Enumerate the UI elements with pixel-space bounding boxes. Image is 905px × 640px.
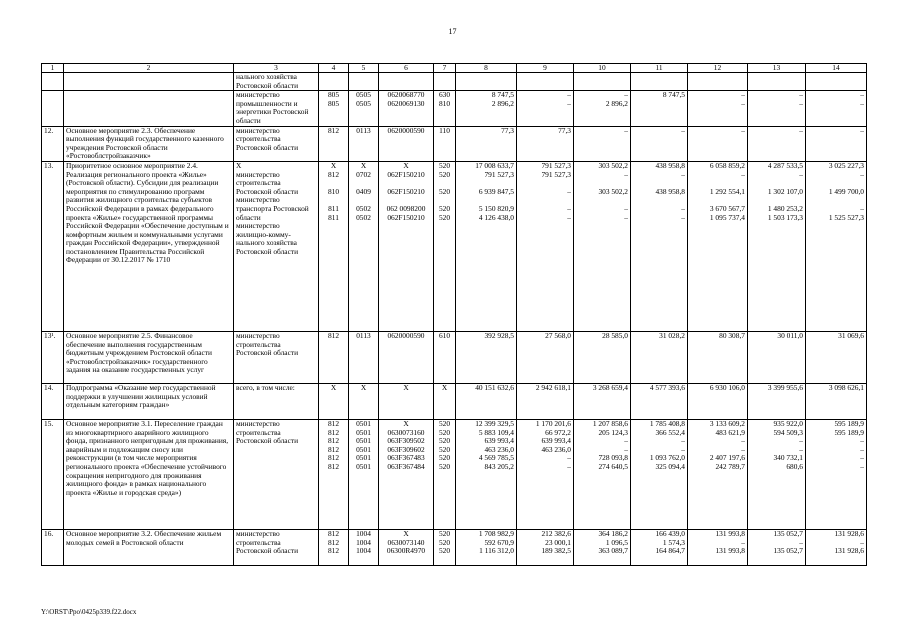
- table-row: [42, 73, 867, 91]
- table-cell: 77,3: [517, 126, 574, 161]
- table-cell: –: [631, 126, 688, 161]
- table-cell: Основное мероприятие 2.3. Обеспечение выполнения функций государственного казенного учреждения Ростовской области «Ростовоблстройзаказчик»: [64, 126, 234, 161]
- table-cell: 364 186,2 1 096,5 363 089,7: [574, 529, 631, 565]
- table-row: [42, 126, 867, 161]
- table-cell: 30 011,0: [748, 331, 806, 383]
- table-cell: 0113: [349, 126, 379, 161]
- table-cell: 4 287 533,5 – 1 302 107,0 1 480 253,2 1 503 173,3: [748, 161, 806, 331]
- table-cell: – –: [748, 91, 806, 126]
- table-cell: министерство строительства Ростовской области: [234, 529, 319, 565]
- table-cell: X: [349, 383, 379, 419]
- table-cell: 805 805: [319, 91, 349, 126]
- table-cell: 166 439,0 1 574,3 164 864,7: [631, 529, 688, 565]
- table-cell: нального хозяйства Ростовской области: [234, 73, 319, 91]
- table-cell: 3 133 609,2 483 621,9 – – 2 407 197,6 242 789,7: [688, 419, 748, 529]
- table-cell: 131 928,6 – 131 928,6: [806, 529, 867, 565]
- table-cell: 3 098 626,1: [806, 383, 867, 419]
- table-cell: 4 577 393,6: [631, 383, 688, 419]
- table-cell: [456, 73, 517, 91]
- table-cell: 0620068770 0620069130: [379, 91, 434, 126]
- table-cell: –: [806, 126, 867, 161]
- table-row: [42, 383, 867, 419]
- table-cell: 0620000590: [379, 126, 434, 161]
- table-cell: 6 930 106,0: [688, 383, 748, 419]
- table-cell: 1 708 982,9 592 670,9 1 116 312,0: [456, 529, 517, 565]
- table-cell: –: [748, 126, 806, 161]
- table-cell: 438 958,8 – 438 958,8 – –: [631, 161, 688, 331]
- column-header: 6: [379, 64, 434, 73]
- table-cell: Подпрограмма «Оказание мер государственной поддержки в улучшении жилищных условий отдельным категориям граждан»: [64, 383, 234, 419]
- table-cell: [806, 73, 867, 91]
- table-cell: 131 993,8 – 131 993,8: [688, 529, 748, 565]
- table-cell: [631, 73, 688, 91]
- table-cell: 1 170 201,6 66 972,2 639 993,4 463 236,0 – –: [517, 419, 574, 529]
- table-row: [42, 161, 867, 331]
- table-cell: – –: [806, 91, 867, 126]
- table-cell: министерство промышленности и энергетики Ростовской области: [234, 91, 319, 126]
- table-row: [42, 331, 867, 383]
- table-cell: 6 058 859,2 – 1 292 554,1 3 670 567,7 1 095 737,4: [688, 161, 748, 331]
- table-cell: 135 052,7 – 135 052,7: [748, 529, 806, 565]
- table-cell: –: [574, 126, 631, 161]
- table-cell: [64, 73, 234, 91]
- table-cell: 8 747,5 2 896,2: [456, 91, 517, 126]
- budget-table: [41, 63, 867, 566]
- table-cell: 28 585,0: [574, 331, 631, 383]
- table-cell: 303 502,2 – 303 502,2 – –: [574, 161, 631, 331]
- table-cell: Основное мероприятие 3.1. Переселение граждан из многоквартирного аварийного жилищного фонда, признанного непригодным для проживания, аварийным и подлежащим сносу или реконструкции (в том числе мероприятия регионального проекта «Обеспечение устойчивого сокращения непригодного для проживания жилищного фонда» в рамках национального проекта «Жилье и городская среда»): [64, 419, 234, 529]
- table-cell: 110: [434, 126, 456, 161]
- table-cell: 12.: [42, 126, 64, 161]
- column-header: 1: [42, 64, 64, 73]
- table-cell: министерство строительства Ростовской области: [234, 331, 319, 383]
- table-cell: 2 942 618,1: [517, 383, 574, 419]
- table-cell: 13¹.: [42, 331, 64, 383]
- table-cell: [517, 73, 574, 91]
- table-cell: – –: [688, 91, 748, 126]
- table-cell: 12 399 329,5 5 883 109,4 639 993,4 463 236,0 4 569 785,5 843 205,2: [456, 419, 517, 529]
- table-cell: –: [688, 126, 748, 161]
- table-cell: [42, 73, 64, 91]
- table-cell: 595 189,9 595 189,9 – – – –: [806, 419, 867, 529]
- table-cell: [574, 73, 631, 91]
- table-cell: 17 008 633,7 791 527,3 6 939 847,5 5 150 820,9 4 126 438,0: [456, 161, 517, 331]
- table-cell: 520 520 520 520 520 520: [434, 419, 456, 529]
- table-cell: X министерство строительства Ростовской области министерство транспорта Ростовской области министерство жилищно-комму-нального хозяйства Ростовской области: [234, 161, 319, 331]
- table-cell: 31 069,6: [806, 331, 867, 383]
- table-cell: 3 399 955,6: [748, 383, 806, 419]
- table-cell: 0505 0505: [349, 91, 379, 126]
- table-cell: [319, 73, 349, 91]
- table-cell: [379, 73, 434, 91]
- table-cell: X 062F150210 062F150210 062 0098200 062F150210: [379, 161, 434, 331]
- table-cell: 40 151 632,6: [456, 383, 517, 419]
- table-cell: Основное мероприятие 3.2. Обеспечение жильем молодых семей в Ростовской области: [64, 529, 234, 565]
- table-cell: 80 308,7: [688, 331, 748, 383]
- page-number: 17: [448, 27, 457, 36]
- table-row: [42, 91, 867, 126]
- table-cell: 812: [319, 126, 349, 161]
- table-cell: X: [434, 383, 456, 419]
- table-cell: X 0702 0409 0502 0502: [349, 161, 379, 331]
- column-header: 10: [574, 64, 631, 73]
- table-cell: [748, 73, 806, 91]
- table-cell: 1 785 408,8 366 552,4 – – 1 093 762,0 325 094,4: [631, 419, 688, 529]
- document-path: Y:\ORST\Ppo\0425p339.f22.docx: [41, 608, 137, 616]
- column-header: 3: [234, 64, 319, 73]
- table-cell: 0620000590: [379, 331, 434, 383]
- table-cell: [434, 73, 456, 91]
- table-cell: X: [379, 383, 434, 419]
- table-cell: 392 928,5: [456, 331, 517, 383]
- table-cell: 812 812 812: [319, 529, 349, 565]
- table-cell: 15.: [42, 419, 64, 529]
- table-cell: 16.: [42, 529, 64, 565]
- table-cell: – –: [517, 91, 574, 126]
- table-row: [42, 419, 867, 529]
- table-cell: Приоритетное основное мероприятие 2.4. Реализация регионального проекта «Жилье» (Ростовской области). Субсидии для реализации мероприятия по стимулированию программ развития жилищного строительства субъектов Российской Федерации в рамках федерального проекта «Жилье» государственной программы Российской Федерации «Обеспечение доступным и комфортным жильем и коммунальными услугами граждан Российской Федерации», утвержденной постановлением Правительства Российской Федерации от 30.12.2017 № 1710: [64, 161, 234, 331]
- table-cell: 630 810: [434, 91, 456, 126]
- table-cell: [42, 91, 64, 126]
- table-cell: всего, в том числе:: [234, 383, 319, 419]
- table-cell: – 2 896,2: [574, 91, 631, 126]
- column-header: 14: [806, 64, 867, 73]
- table-cell: 8 747,5: [631, 91, 688, 126]
- table-cell: 791 527,3 791 527,3 – – –: [517, 161, 574, 331]
- table-cell: 610: [434, 331, 456, 383]
- table-cell: 3 025 227,3 – 1 499 700,0 – 1 525 527,3: [806, 161, 867, 331]
- column-header: 11: [631, 64, 688, 73]
- table-cell: [688, 73, 748, 91]
- column-header: 9: [517, 64, 574, 73]
- table-cell: 812 812 812 812 812 812: [319, 419, 349, 529]
- table-cell: 520 520 520 520 520: [434, 161, 456, 331]
- column-header: 8: [456, 64, 517, 73]
- table-cell: 520 520 520: [434, 529, 456, 565]
- table-cell: министерство строительства Ростовской области: [234, 126, 319, 161]
- table-cell: X 812 810 811 811: [319, 161, 349, 331]
- table-cell: 27 568,0: [517, 331, 574, 383]
- column-header: 5: [349, 64, 379, 73]
- table-cell: 0501 0501 0501 0501 0501 0501: [349, 419, 379, 529]
- table-cell: 0113: [349, 331, 379, 383]
- column-header: 13: [748, 64, 806, 73]
- table-cell: министерство строительства Ростовской области: [234, 419, 319, 529]
- table-cell: 212 382,6 23 000,1 189 382,5: [517, 529, 574, 565]
- table-cell: X: [319, 383, 349, 419]
- table-cell: 3 268 659,4: [574, 383, 631, 419]
- column-header: 12: [688, 64, 748, 73]
- table-cell: X 0630073160 063F309502 063F309602 063F367483 063F367484: [379, 419, 434, 529]
- table-cell: X 0630073140 06300R4970: [379, 529, 434, 565]
- table-cell: 14.: [42, 383, 64, 419]
- table-cell: 1 207 858,6 205 124,3 – – 728 093,8 274 640,5: [574, 419, 631, 529]
- table-cell: [64, 91, 234, 126]
- table-cell: 77,3: [456, 126, 517, 161]
- table-row: [42, 529, 867, 565]
- table-cell: 31 028,2: [631, 331, 688, 383]
- column-header: 7: [434, 64, 456, 73]
- column-header: 4: [319, 64, 349, 73]
- column-header: 2: [64, 64, 234, 73]
- table-cell: [349, 73, 379, 91]
- table-cell: 812: [319, 331, 349, 383]
- header-row: [42, 64, 867, 73]
- table-cell: 1004 1004 1004: [349, 529, 379, 565]
- table-cell: 13.: [42, 161, 64, 331]
- table-cell: 935 922,0 594 509,3 – – 340 732,1 680,6: [748, 419, 806, 529]
- table-cell: Основное мероприятие 2.5. Финансовое обеспечение выполнения государственным бюджетным учреждением Ростовской области «Ростовоблстройзаказчик» государственного задания на оказание государственных услуг: [64, 331, 234, 383]
